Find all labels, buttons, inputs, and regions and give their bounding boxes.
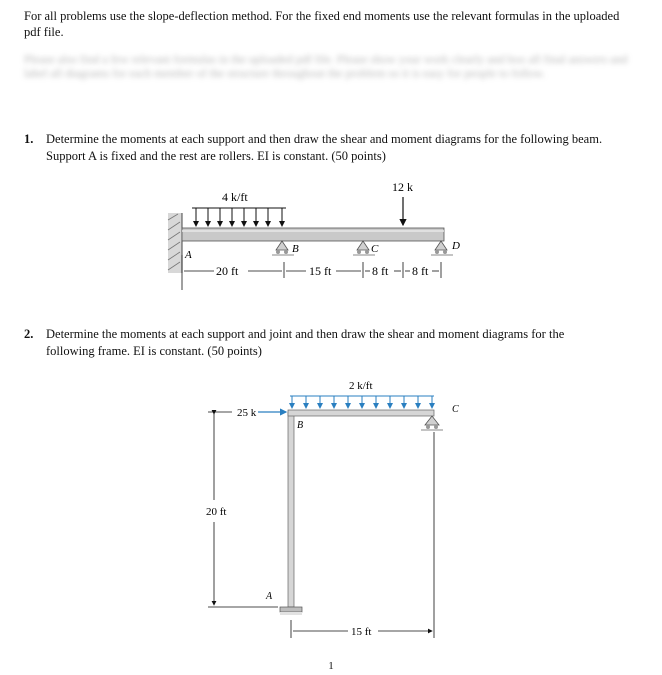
frame-dist-load-label: 2 k/ft xyxy=(349,380,373,392)
frame-span-dimension xyxy=(291,432,434,638)
question-1-number: 1. xyxy=(24,132,34,146)
label-d: D xyxy=(452,240,460,252)
question-2-line2: following frame. EI is constant. (50 points) xyxy=(46,344,262,358)
intro-text: For all problems use the slope-deflection method. For the fixed end moments use the relevant formulas in the uploaded pdf file. xyxy=(24,9,620,39)
page-number: 1 xyxy=(328,660,334,672)
label-b: B xyxy=(292,243,299,255)
label-frame-a: A xyxy=(266,591,273,602)
label-frame-c: C xyxy=(452,404,459,415)
label-frame-b: B xyxy=(297,420,304,431)
frame-span-label: 15 ft xyxy=(351,626,372,638)
roller-support-b xyxy=(272,241,294,255)
question-2-line1: Determine the moments at each support and joint and then draw the shear and moment diagrams for the xyxy=(46,327,565,341)
label-a: A xyxy=(185,249,192,261)
frame-distributed-load-arrows xyxy=(290,396,434,408)
label-c: C xyxy=(371,243,379,255)
dim-pd-label: 8 ft xyxy=(412,264,429,278)
question-2-number: 2. xyxy=(24,327,34,341)
beam xyxy=(182,228,444,241)
fixed-wall-a xyxy=(168,213,182,273)
roller-support-frame-c xyxy=(421,416,443,430)
frame-height-label: 20 ft xyxy=(206,506,227,518)
dim-bc-label: 15 ft xyxy=(309,264,332,278)
question-2 xyxy=(24,326,634,360)
frame-figure xyxy=(280,410,434,615)
question-1-line1: Determine the moments at each support and then draw the shear and moment diagrams for the following beam. xyxy=(46,132,603,146)
point-load-label: 12 k xyxy=(392,180,413,194)
roller-support-d xyxy=(431,241,453,255)
question-1-line2: Support A is fixed and the rest are rollers. EI is constant. (50 points) xyxy=(46,149,386,163)
horizontal-load-label: 25 k xyxy=(237,407,257,419)
distributed-load-arrows xyxy=(192,208,286,226)
dim-ab-label: 20 ft xyxy=(216,264,239,278)
dim-cp-label: 8 ft xyxy=(372,264,389,278)
blurred-note: Please also find a few relevant formulas in the uploaded pdf file. Please show your work clearly and box all final answers and label all diagrams for each member of the structure throughout the problem so it is easy for people to follow. xyxy=(24,52,628,80)
distributed-load-label: 4 k/ft xyxy=(222,190,248,204)
